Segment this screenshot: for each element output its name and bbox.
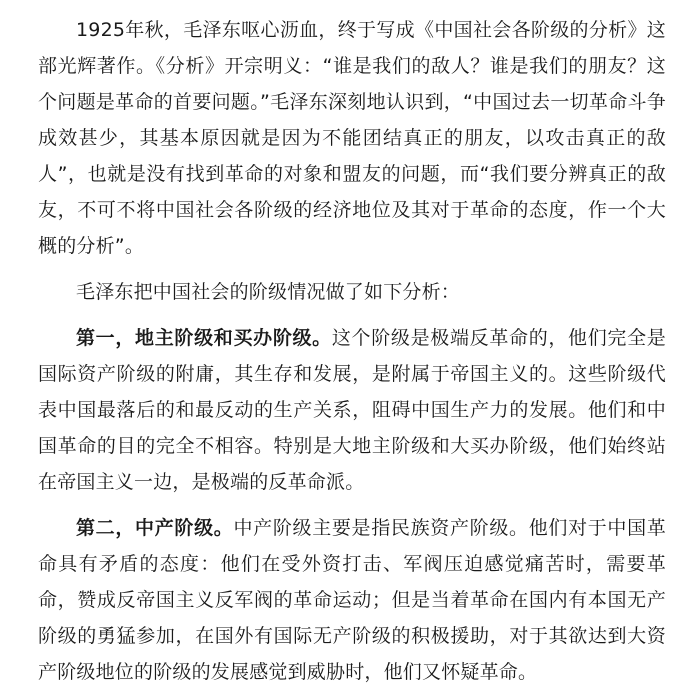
paragraph-middle-class	[38, 510, 666, 690]
paragraph-landlord-class	[38, 320, 666, 500]
paragraph-middle-class-text: 中产阶级主要是指民族资产阶级。他们对于中国革命具有矛盾的态度：他们在受外资打击、军阀压迫感觉痛苦时，需要革命，赞成反帝国主义反军阀的革命运动；但是当着革命在国内有本国无产阶级的勇猛参加，在国外有国际无产阶级的积极援助，对于其欲达到大资产阶级地位的阶级的发展感觉到威胁时，他们又怀疑革命。	[38, 517, 666, 683]
paragraph-landlord-class-text: 这个阶级是极端反革命的，他们完全是国际资产阶级的附庸，其生存和发展，是附属于帝国主义的。这些阶级代表中国最落后的和最反动的生产关系，阻碍中国生产力的发展。他们和中国革命的目的完全不相容。特别是大地主阶级和大买办阶级，他们始终站在帝国主义一边，是极端的反革命派。	[38, 327, 666, 493]
paragraph-landlord-class-heading: 第一，地主阶级和买办阶级。	[76, 327, 332, 349]
paragraph-intro	[38, 12, 666, 264]
paragraph-analysis-lead-text: 毛泽东把中国社会的阶级情况做了如下分析：	[76, 281, 461, 303]
paragraph-middle-class-heading: 第二，中产阶级。	[76, 517, 234, 539]
article-body	[38, 12, 666, 690]
paragraph-intro-text: 1925年秋，毛泽东呕心沥血，终于写成《中国社会各阶级的分析》这部光辉著作。《分析》开宗明义：“谁是我们的敌人？谁是我们的朋友？这个问题是革命的首要问题。”毛泽东深刻地认识到，“中国过去一切革命斗争成效甚少，其基本原因就是因为不能团结真正的朋友，以攻击真正的敌人”，也就是没有找到革命的对象和盟友的问题，而“我们要分辨真正的敌友，不可不将中国社会各阶级的经济地位及其对于革命的态度，作一个大概的分析”。	[38, 19, 666, 257]
paragraph-analysis-lead	[38, 274, 666, 310]
